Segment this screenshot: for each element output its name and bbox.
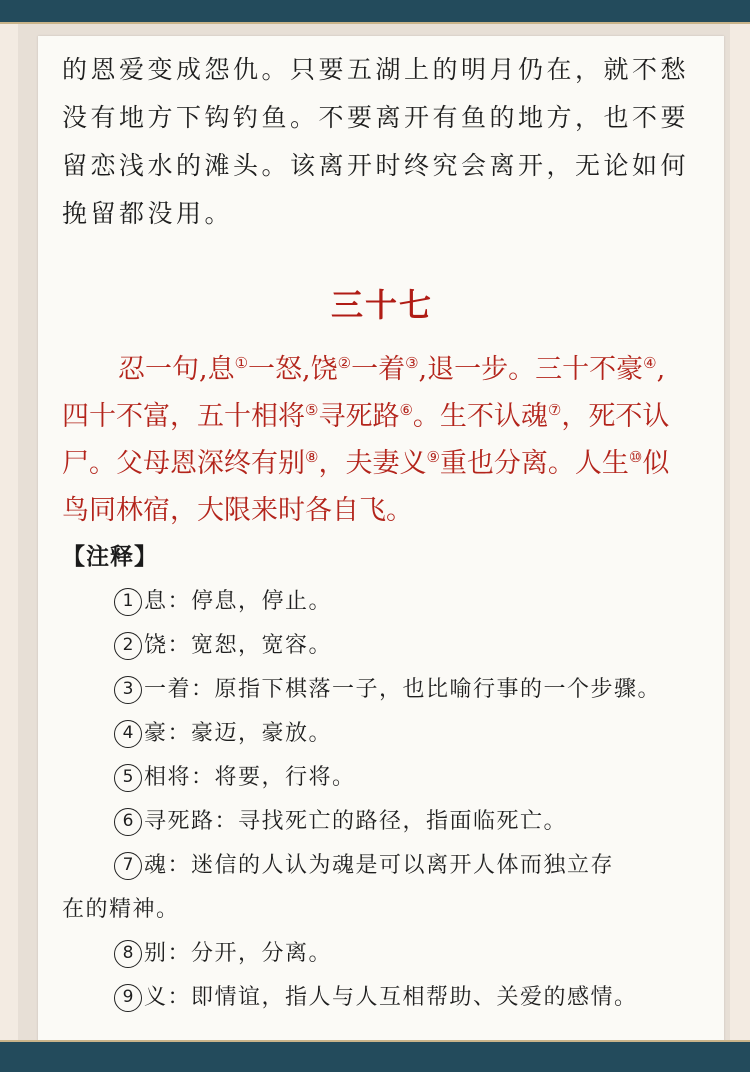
note-item xyxy=(62,624,702,668)
footnote-ref: ④ xyxy=(643,354,657,372)
note-text: 相将：将要，行将。 xyxy=(144,765,356,790)
footnote-ref: ⑩ xyxy=(628,448,643,466)
poem-line xyxy=(62,487,702,534)
footnote-ref: ⑤ xyxy=(305,401,319,419)
poem-text: 重也分离。人生 xyxy=(439,448,629,479)
poem-line xyxy=(62,346,702,393)
note-number: 6 xyxy=(114,808,142,836)
footnote-ref: ③ xyxy=(405,354,419,372)
note-number: 7 xyxy=(114,852,142,880)
poem-text: 一着 xyxy=(351,354,406,385)
section-title: 三十七 xyxy=(330,286,433,324)
note-text: 息：停息，停止。 xyxy=(144,589,333,614)
top-decorative-band xyxy=(0,0,750,24)
poem-text: 寻死路 xyxy=(318,401,400,432)
body-text-line: 挽留都没用。 xyxy=(62,199,234,228)
footnote-ref: ⑦ xyxy=(547,401,562,419)
page-content xyxy=(62,46,702,1020)
note-item xyxy=(62,580,702,624)
poem-text: 鸟同林宿，大限来时各自飞。 xyxy=(62,495,413,526)
note-number: 8 xyxy=(114,940,142,968)
note-text: 魂：迷信的人认为魂是可以离开人体而独立存 xyxy=(144,853,615,878)
note-item xyxy=(62,800,702,844)
poem-text: , xyxy=(656,354,666,385)
note-item xyxy=(62,712,702,756)
bottom-decorative-band xyxy=(0,1040,750,1072)
poem-text: 。生不认魂 xyxy=(412,401,548,432)
poem-text: 似 xyxy=(642,448,670,479)
poem-text: 四十不富，五十相将 xyxy=(62,401,305,432)
poem-line xyxy=(62,440,702,487)
poem-text: ，夫妻义 xyxy=(318,448,427,479)
footnote-ref: ⑥ xyxy=(399,401,413,419)
footnote-ref: ① xyxy=(234,354,249,372)
poem-text: 一怒,饶 xyxy=(248,354,338,385)
footnote-ref: ⑨ xyxy=(426,448,440,466)
notes-heading: 【注释】 xyxy=(62,544,158,570)
book-page xyxy=(38,36,724,1042)
note-item xyxy=(62,844,702,888)
note-number: 1 xyxy=(114,588,142,616)
poem-text: ，死不认 xyxy=(561,401,670,432)
note-number: 4 xyxy=(114,720,142,748)
note-number: 2 xyxy=(114,632,142,660)
poem-line xyxy=(62,393,702,440)
body-text-line: 的恩爱变成怨仇。只要五湖上的明月仍在，就不愁 xyxy=(62,55,690,84)
note-number: 5 xyxy=(114,764,142,792)
note-text: 寻死路：寻找死亡的路径，指面临死亡。 xyxy=(144,809,568,834)
poem-text: 尸。父母恩深终有别 xyxy=(62,448,305,479)
poem-text: ,退一步。三十不豪 xyxy=(418,354,644,385)
note-item xyxy=(62,756,702,800)
body-text-line: 没有地方下钩钓鱼。不要离开有鱼的地方，也不要 xyxy=(62,103,690,132)
footnote-ref: ② xyxy=(337,354,352,372)
poem-text: 忍一句,息 xyxy=(118,354,235,385)
note-item xyxy=(62,668,702,712)
note-item xyxy=(62,976,702,1020)
note-number: 9 xyxy=(114,984,142,1012)
note-text: 豪：豪迈，豪放。 xyxy=(144,721,333,746)
note-continuation: 在的精神。 xyxy=(62,897,180,922)
note-number: 3 xyxy=(114,676,142,704)
note-text: 饶：宽恕，宽容。 xyxy=(144,633,333,658)
note-text: 义：即情谊，指人与人互相帮助、关爱的感情。 xyxy=(144,985,638,1010)
body-text-line: 留恋浅水的滩头。该离开时终究会离开，无论如何 xyxy=(62,151,690,180)
note-text: 一着：原指下棋落一子，也比喻行事的一个步骤。 xyxy=(144,677,662,702)
footnote-ref: ⑧ xyxy=(305,448,319,466)
note-item xyxy=(62,932,702,976)
note-text: 别：分开，分离。 xyxy=(144,941,333,966)
